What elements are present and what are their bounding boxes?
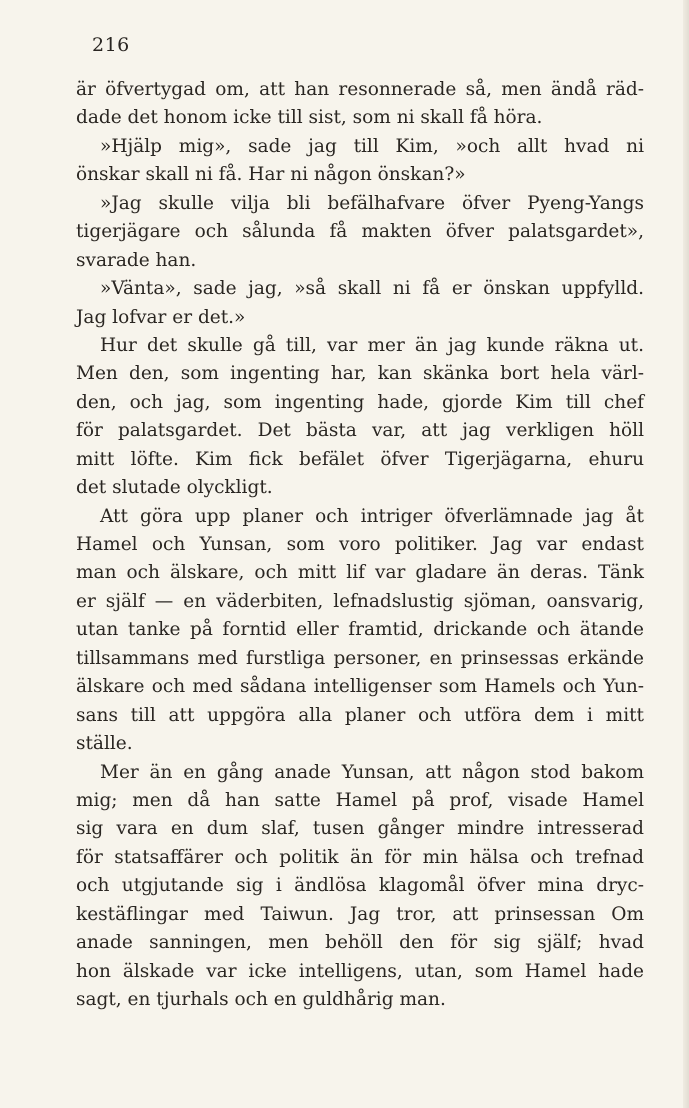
text-line: älskare och med sådana intelligenser som Hamels och Yun-	[76, 676, 644, 698]
text-line: »Hjälp mig», sade jag till Kim, »och allt hvad ni	[100, 135, 644, 157]
text-line: svarade han.	[76, 249, 197, 271]
text-line: ställe.	[76, 733, 133, 755]
page-edge	[683, 0, 689, 1108]
text-line: mig; men då han satte Hamel på prof, visade Hamel	[76, 789, 644, 811]
text-line: Att göra upp planer och intriger öfverlämnade jag åt	[100, 505, 644, 527]
text-line: och utgjutande sig i ändlösa klagomål öfver mina dryc-	[76, 875, 644, 897]
text-line: sig vara en dum slaf, tusen gånger mindre intresserad	[76, 818, 644, 840]
text-line: er själf — en väderbiten, lefnadslustig sjöman, oansvarig,	[76, 590, 644, 612]
text-line: Mer än en gång anade Yunsan, att någon stod bakom	[100, 761, 644, 783]
text-line: hon älskade var icke intelligens, utan, som Hamel hade	[76, 960, 644, 982]
paragraph	[76, 190, 644, 275]
text-line: sagt, en tjurhals och en guldhårig man.	[76, 989, 446, 1010]
text-line: den, och jag, som ingenting hade, gjorde Kim till chef	[76, 391, 644, 413]
text-line: dade det honom icke till sist, som ni skall få höra.	[76, 107, 543, 129]
paragraph	[76, 332, 644, 503]
paragraph	[76, 275, 644, 332]
text-line: man och älskare, och mitt lif var gladare än deras. Tänk	[76, 562, 644, 584]
paragraph	[76, 76, 644, 133]
paragraph	[76, 133, 644, 190]
text-line: Hamel och Yunsan, som voro politiker. Jag var endast	[76, 534, 644, 555]
text-line: tigerjägare och sålunda få makten öfver palatsgardet»,	[76, 221, 644, 243]
text-line: »Vänta», sade jag, »så skall ni få er önskan uppfylld.	[100, 278, 644, 300]
text-line: för palatsgardet. Det bästa var, att jag verkligen höll	[76, 420, 644, 442]
text-line: det slutade olyckligt.	[76, 477, 273, 499]
text-line: Jag lofvar er det.»	[76, 306, 246, 328]
text-line: kestäflingar med Taiwun. Jag tror, att prinsessan Om	[76, 903, 644, 925]
text-line: tillsammans med furstliga personer, en prinsessas erkände	[76, 647, 644, 669]
text-line: utan tanke på forntid eller framtid, drickande och ätande	[76, 619, 644, 641]
text-line: anade sanningen, men behöll den för sig själf; hvad	[76, 932, 644, 954]
text-line: är öfvertygad om, att han resonnerade så, men ändå räd-	[76, 79, 644, 100]
text-line: önskar skall ni få. Har ni någon önskan?»	[76, 164, 466, 186]
page-number: 216	[92, 34, 130, 56]
text-line: Men den, som ingenting har, kan skänka bort hela värl-	[76, 363, 644, 385]
text-line: »Jag skulle vilja bli befälhafvare öfver Pyeng-Yangs	[100, 192, 644, 214]
text-line: mitt löfte. Kim fick befälet öfver Tigerjägarna, ehuru	[76, 448, 644, 470]
text-line: för statsaffärer och politik än för min hälsa och trefnad	[76, 846, 644, 868]
text-line: sans till att uppgöra alla planer och utföra dem i mitt	[76, 704, 644, 726]
paragraph	[76, 503, 644, 759]
paragraph	[76, 759, 644, 1015]
body-text	[76, 76, 644, 1014]
text-line: Hur det skulle gå till, var mer än jag kunde räkna ut.	[100, 334, 644, 356]
